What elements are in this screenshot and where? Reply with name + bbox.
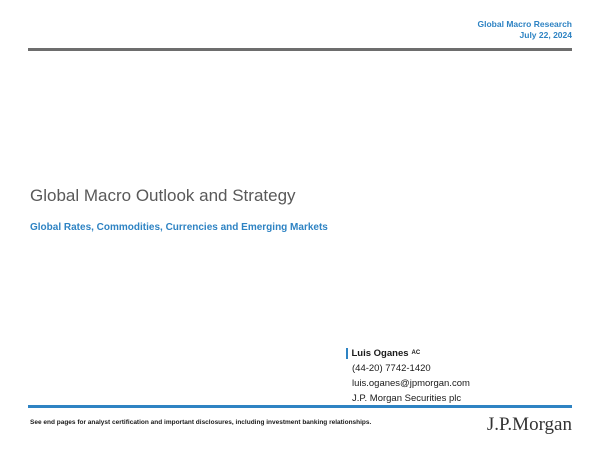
report-title: Global Macro Outlook and Strategy bbox=[30, 186, 296, 205]
report-date: July 22, 2024 bbox=[519, 30, 572, 40]
department-label: Global Macro Research bbox=[477, 19, 572, 29]
analyst-name: Luis Oganes bbox=[351, 348, 409, 359]
analyst-contact-block bbox=[346, 346, 470, 406]
disclosure-notice: See end pages for analyst certification and important disclosures, including investment banking relationships. bbox=[30, 419, 372, 426]
analyst-certification-mark: AC bbox=[411, 350, 421, 356]
report-header bbox=[478, 19, 572, 41]
jpmorgan-logo: J.P.Morgan bbox=[486, 414, 572, 435]
footer-divider bbox=[28, 405, 572, 408]
analyst-name-row bbox=[346, 346, 470, 361]
report-subtitle: Global Rates, Commodities, Currencies and Emerging Markets bbox=[30, 222, 328, 233]
analyst-accent-bar bbox=[346, 348, 348, 359]
analyst-email[interactable]: luis.oganes@jpmorgan.com bbox=[352, 378, 470, 389]
analyst-entity: J.P. Morgan Securities plc bbox=[352, 393, 462, 404]
header-divider bbox=[28, 48, 572, 51]
analyst-phone: (44-20) 7742-1420 bbox=[352, 363, 431, 374]
